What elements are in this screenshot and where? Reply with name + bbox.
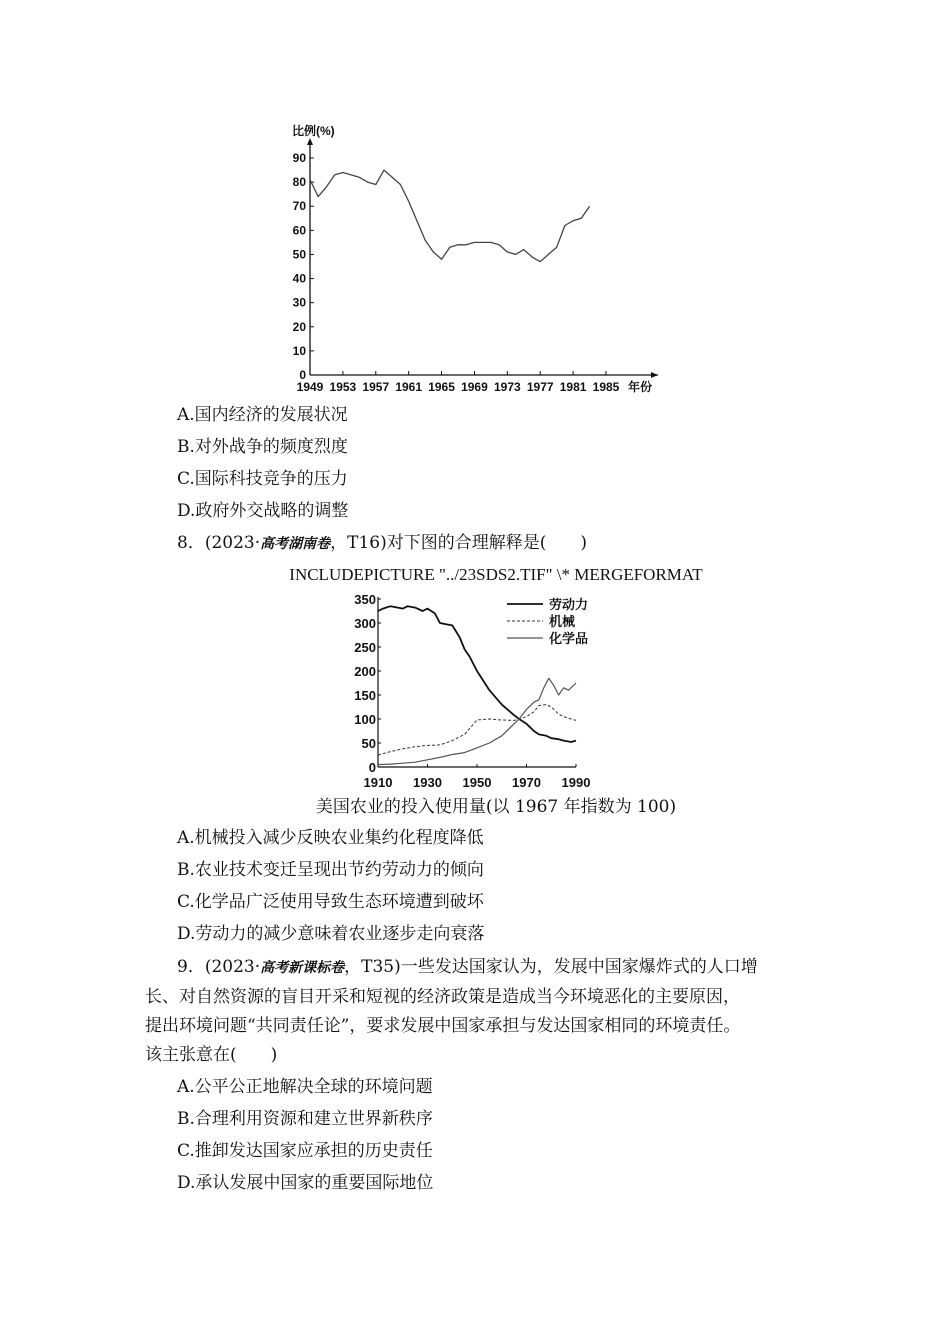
chart2-y-tick-label: 350: [354, 592, 376, 607]
chart2-x-tick-label: 1910: [363, 775, 393, 790]
chart2-x-tick-label: 1990: [561, 775, 591, 790]
chart1-x-tick-label: 1965: [428, 380, 455, 394]
q9-stem-line1: [177, 957, 758, 978]
chart-1: [280, 118, 680, 400]
chart1-x-arrow: [651, 372, 658, 378]
chart1-y-tick-label: 40: [292, 271, 306, 286]
chart1-series-line: [310, 170, 590, 262]
chart1-y-tick-label: 50: [292, 247, 306, 262]
chart1-x-tick-label: 1973: [493, 380, 521, 394]
chart2-y-tick-label: 0: [368, 760, 376, 775]
chart2-x-tick-label: 1930: [413, 775, 442, 790]
q8-prefix: 8．(2023·: [177, 533, 261, 553]
q9-source: 高考新课标卷: [260, 960, 345, 976]
q9-prefix: 9．(2023·: [177, 957, 261, 977]
q9-option-b: B.合理利用资源和建立世界新秩序: [177, 1109, 433, 1129]
include-picture-field: INCLUDEPICTURE "../23SDS2.TIF" \* MERGEFORMAT: [289, 565, 703, 584]
chart2-y-tick-label: 200: [354, 664, 376, 679]
chart2-legend-label: 化学品: [549, 631, 589, 646]
chart2-x-tick-label: 1950: [462, 775, 492, 790]
q9-option-a: A.公平公正地解决全球的环境问题: [177, 1077, 433, 1097]
q7-option-d: D.政府外交战略的调整: [177, 501, 349, 521]
chart1-x-tick-label: 1985: [592, 380, 620, 394]
chart2-y-tick-label: 300: [354, 616, 376, 631]
q8-source: 高考湖南卷: [260, 536, 331, 552]
chart1-x-tick-label: 1957: [362, 380, 390, 394]
chart2-y-tick-label: 100: [354, 712, 376, 727]
chart2-legend-label: 劳动力: [549, 597, 589, 612]
chart1-x-tick-label: 1953: [329, 380, 357, 394]
chart1-x-tick-label: 1977: [526, 380, 554, 394]
chart-2: [345, 588, 610, 796]
q8-option-c: C.化学品广泛使用导致生态环境遭到破坏: [177, 892, 484, 912]
q8-stem: [177, 533, 587, 554]
q8-option-d: D.劳动力的减少意味着农业逐步走向衰落: [177, 924, 485, 944]
chart1-y-tick-label: 60: [292, 223, 306, 238]
q8-suffix: ，T16)对下图的合理解释是( ): [330, 533, 587, 553]
chart2-legend-label: 机械: [549, 614, 576, 629]
chart2-y-tick-label: 50: [361, 736, 376, 751]
chart-2-caption: 美国农业的投入使用量(以 1967 年指数为 100): [315, 797, 677, 817]
chart1-y-tick-label: 20: [292, 319, 306, 334]
chart1-y-tick-label: 70: [292, 199, 306, 214]
q7-option-a: A.国内经济的发展状况: [177, 405, 348, 425]
chart2-series-1: [378, 606, 576, 742]
chart1-y-tick-label: 0: [299, 368, 306, 382]
chart1-y-tick-label: 30: [292, 295, 306, 310]
q7-option-b: B.对外战争的频度烈度: [177, 437, 348, 457]
chart1-y-arrow: [307, 138, 313, 145]
q9-option-d: D.承认发展中国家的重要国际地位: [177, 1173, 434, 1193]
chart1-y-tick-label: 10: [292, 343, 306, 358]
chart1-x-tick-label: 1981: [559, 380, 587, 394]
q9-stem-line2: 长、对自然资源的盲目开采和短视的经济政策是造成当今环境恶化的主要原因，: [145, 987, 740, 1007]
q9-stem-line3: 提出环境问题“共同责任论”，要求发展中国家承担与发达国家相同的环境责任。: [145, 1016, 741, 1036]
chart2-series-3: [378, 678, 576, 764]
q7-option-c: C.国际科技竞争的压力: [177, 469, 348, 489]
chart1-y-axis-label: 比例(%): [292, 124, 335, 138]
q9-stem-line4: 该主张意在( ): [145, 1045, 278, 1065]
chart2-x-tick-label: 1970: [512, 775, 541, 790]
q8-option-a: A.机械投入减少反映农业集约化程度降低: [177, 828, 484, 848]
chart1-x-tick-label: 1949: [296, 380, 324, 394]
chart1-x-tick-label: 1969: [461, 380, 488, 394]
chart1-y-tick-label: 80: [292, 175, 306, 190]
chart2-y-tick-label: 150: [354, 688, 376, 703]
q9-suffix: ，T35)一些发达国家认为，发展中国家爆炸式的人口增: [344, 957, 758, 977]
chart2-y-tick-label: 250: [354, 640, 376, 655]
chart1-x-axis-label: 年份: [628, 380, 653, 394]
q8-option-b: B.农业技术变迁呈现出节约劳动力的倾向: [177, 860, 484, 880]
chart1-x-tick-label: 1961: [395, 380, 423, 394]
q9-option-c: C.推卸发达国家应承担的历史责任: [177, 1141, 433, 1161]
chart1-y-tick-label: 90: [292, 151, 306, 165]
